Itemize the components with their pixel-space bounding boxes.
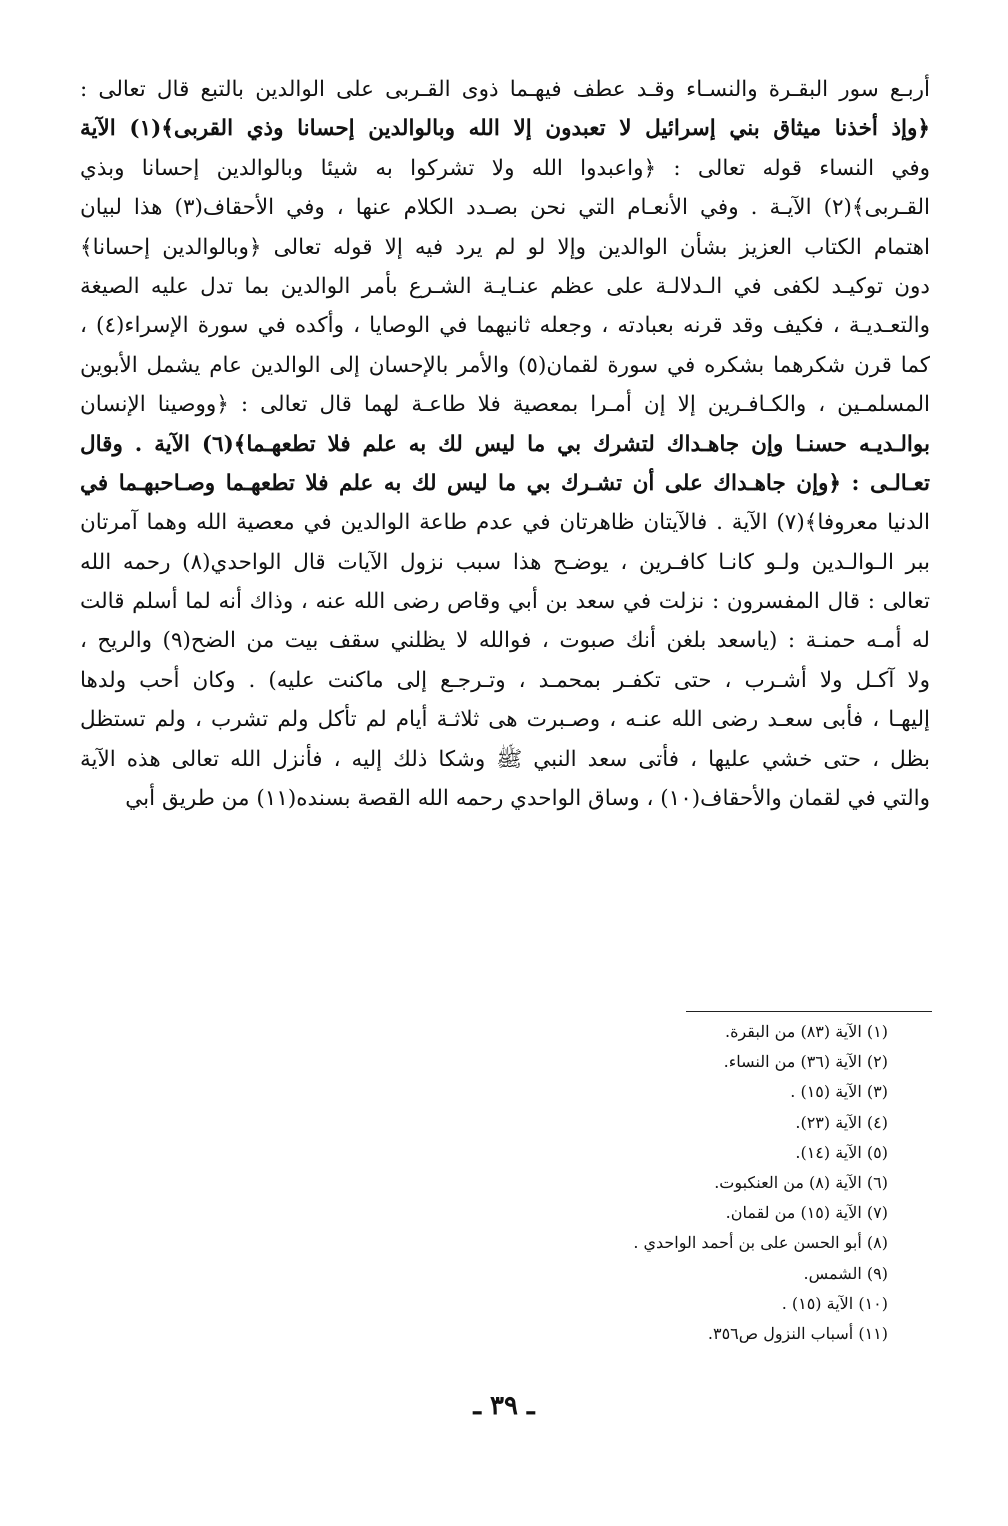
text-line: بظل ، حتى خشي عليها ، فأتى سعد النبي ﷺ وشكا ذلك إليه ، فأنزل الله تعالى هذه الآية xyxy=(80,746,930,772)
footnote: (٦) الآية (٨) من العنكبوت. xyxy=(714,1172,888,1192)
footnote: (٢) الآية (٣٦) من النساء. xyxy=(723,1052,888,1072)
text-line: إليهـا ، فأبى سعـد رضى الله عنـه ، وصـبرت هى ثلاثـة أيام لم تأكل ولم تشرب ، ولم تستظل xyxy=(80,707,930,733)
text-line: له أمـه حمنـة : (ياسعد بلغن أنك صبوت ، فوالله لا يظلني سقف بيت من الضح(٩) والريح ، xyxy=(80,628,930,654)
main-text xyxy=(80,70,930,818)
text-line: تعالى : قال المفسرون : نزلت في سعد بن أبي وقاص رضى الله عنه ، وذاك أنه لما أسلم قالت xyxy=(80,589,930,615)
footnote: (٤) الآية (٢٣). xyxy=(795,1112,888,1132)
text-line: ببر الـوالـدين ولـو كانـا كافـرين ، يوضـح هذا سبب نزول الآيات قال الواحدي(٨) رحمه الله xyxy=(80,549,930,575)
footnote: (٣) الآية (١٥) . xyxy=(790,1082,888,1102)
text-line: كما قرن شكرهما بشكره في سورة لقمان(٥) والأمر بالإحسان إلى الوالدين عام يشمل الأبوين xyxy=(80,352,930,378)
text-line: تعـالـى : ﴿وإن جاهـداك على أن تشـرك بي ما ليس لك به علم فلا تطعهـما وصـاحبهـما في xyxy=(80,470,930,496)
text-line: اهتمام الكتاب العزيز بشأن الوالدين وإلا لو لم يرد فيه إلا قوله تعالى ﴿وبالوالدين إحسانا﴾ xyxy=(80,234,930,260)
text-line: بوالـديـه حسنـا وإن جاهـداك لتشرك بي ما ليس لك به علم فلا تطعهـما﴾(٦) الآية . وقال xyxy=(80,431,930,457)
text-line: وفي النساء قوله تعالى : ﴿واعبدوا الله ولا تشركوا به شيئا وبالوالدين إحسانا وبذي xyxy=(80,155,930,181)
text-line: أربـع سور البقـرة والنسـاء وقـد عطف فيهـما ذوى القـربى على الوالدين بالتبع قال تعالى : xyxy=(80,77,930,102)
text-line: القـربى﴾(٢) الآيـة . وفي الأنعـام التي نحن بصـدد الكلام عنها ، وفي الأحقاف(٣) هذا لبيان xyxy=(80,195,930,221)
footnote: (١) الآية (٨٣) من البقرة. xyxy=(725,1022,888,1041)
text-line: المسلمـين ، والكـافـرين إلا إن أمـرا بمعصية فلا طاعـة لهما قال تعالى : ﴿ووصينا الإنسان xyxy=(80,392,930,418)
text-line: ولا آكـل ولا أشـرب ، حتى تكفـر بمحمـد ، وتـرجـع إلى ماكنت عليه) . وكان أحب ولدها xyxy=(80,667,930,693)
footnote: (٨) أبو الحسن على بن أحمد الواحدي . xyxy=(633,1233,888,1253)
text-line: والتي في لقمان والأحقاف(١٠) ، وساق الواحدي رحمه الله القصة بسنده(١١) من طريق أبي xyxy=(125,786,930,812)
text-line: والتعـديـة ، فكيف وقد قرنه بعبادته ، وجعله ثانيهما في الوصايا ، وأكده في سورة الإسراء(٤) ، xyxy=(80,313,930,339)
footnote-separator xyxy=(686,1011,932,1012)
page-number: ـ ٣٩ ـ xyxy=(473,1391,535,1421)
text-line: ﴿وإذ أخذنا ميثاق بني إسرائيل لا تعبدون إلا الله وبالوالدين إحسانا وذي القربى﴾(١) الآية xyxy=(80,116,930,142)
text-line: الدنيا معروفا﴾(٧) الآية . فالآيتان ظاهرتان في عدم طاعة الوالدين في معصية الله وهما آمرتان xyxy=(80,510,930,536)
footnote: (١١) أسباب النزول ص٣٥٦. xyxy=(707,1323,888,1343)
footnote: (١٠) الآية (١٥) . xyxy=(781,1293,888,1313)
text-line: دون توكيـد لكفى في الـدلالـة على عظم عنـايـة الشـرع بأمر الوالدين بما تدل عليه الصيغة xyxy=(80,273,930,299)
footnotes xyxy=(300,1017,888,1349)
footnote: (٩) الشمس. xyxy=(803,1263,888,1283)
footnote: (٧) الآية (١٥) من لقمان. xyxy=(725,1203,888,1223)
footnote: (٥) الآية (١٤). xyxy=(795,1142,888,1162)
